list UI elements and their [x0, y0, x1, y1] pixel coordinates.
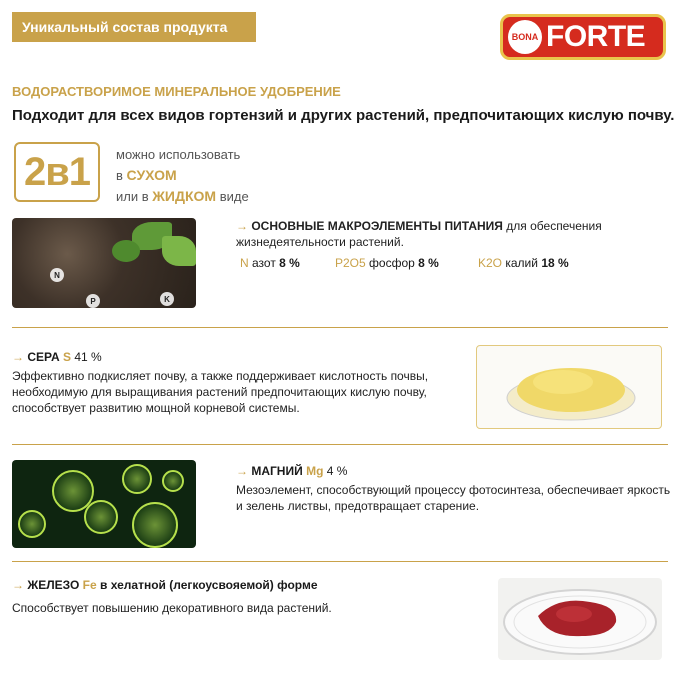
- npk-label-p: P: [86, 294, 100, 308]
- nutrient-nitrogen: N азот 8 %: [240, 256, 300, 270]
- iron-description: Способствует повышению декоративного вида растений.: [12, 601, 332, 615]
- nutrient-potassium: K2O калий 18 %: [478, 256, 569, 270]
- usage-info: [116, 145, 249, 207]
- npk-label-k: K: [160, 292, 174, 306]
- iron-title: → ЖЕЛЕЗО Fe в хелатной (легкоусвояемой) форме: [12, 578, 318, 592]
- product-headline: Подходит для всех видов гортензий и других растений, предпочитающих кислую почву.: [12, 107, 675, 124]
- macro-title: → ОСНОВНЫЕ МАКРОЭЛЕМЕНТЫ ПИТАНИЯ для обеспечения: [236, 219, 602, 233]
- brand-logo: [500, 14, 666, 60]
- arrow-icon: →: [12, 578, 24, 592]
- logo-wordmark: FORTE: [546, 20, 646, 53]
- divider: [12, 444, 668, 445]
- usage-line-1: можно использовать: [116, 147, 241, 162]
- macro-line-2: жизнедеятельности растений.: [236, 235, 404, 249]
- two-in-one-badge: 2в1: [14, 142, 100, 202]
- dry-word: СУХОМ: [126, 167, 177, 183]
- arrow-icon: →: [12, 350, 24, 364]
- logo-badge: BONA: [508, 20, 542, 54]
- npk-label-n: N: [50, 268, 64, 282]
- usage-line-3: или в ЖИДКОМ виде: [116, 188, 249, 204]
- red-powder-image: [498, 578, 662, 660]
- algae-image: [12, 460, 196, 548]
- nutrient-phosphorus: P2O5 фосфор 8 %: [335, 256, 439, 270]
- header-banner: Уникальный состав продукта: [12, 12, 256, 42]
- divider: [12, 327, 668, 328]
- product-type-subtitle: ВОДОРАСТВОРИМОЕ МИНЕРАЛЬНОЕ УДОБРЕНИЕ: [12, 84, 341, 99]
- arrow-icon: →: [236, 219, 248, 233]
- usage-line-2: в СУХОМ: [116, 167, 177, 183]
- magnesium-description: Мезоэлемент, способствующий процессу фотосинтеза, обеспечивает яркость и зелень листвы, предотвращает старение.: [236, 483, 671, 513]
- divider: [12, 561, 668, 562]
- magnesium-title: → МАГНИЙ Mg 4 %: [236, 464, 348, 478]
- sulfur-title: → СЕРА S 41 %: [12, 350, 102, 364]
- yellow-powder-image: [476, 345, 662, 429]
- soil-image: [12, 218, 196, 308]
- liquid-word: ЖИДКОМ: [152, 188, 217, 204]
- arrow-icon: →: [236, 464, 248, 478]
- sulfur-description: Эффективно подкисляет почву, а также поддерживает кислотность почвы, необходимую для выращивания растений предпочитающих кислую почву, способствует развитию мощной корневой системы.: [12, 369, 429, 415]
